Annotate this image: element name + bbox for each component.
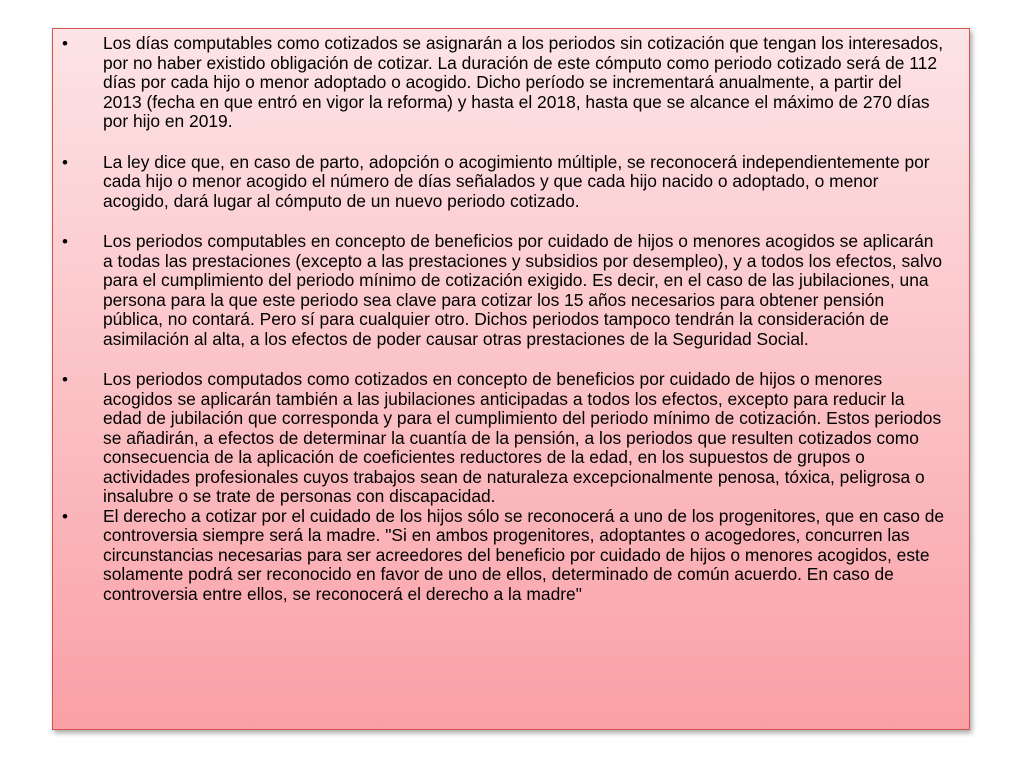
bullet-marker: • xyxy=(62,34,68,53)
bullet-text: Los periodos computados como cotizados en concepto de beneficios por cuidado de hijos o menores acogidos se aplicarán también a las jubilaciones anticipadas a todos los efectos, excepto para reducir la edad de jubilación que corresponda y para el cumplimiento del periodo mínimo de cotización. Estos periodos se añadirán, a efectos de determinar la cuantía de la pensión, a los periodos que resulten cotizados como consecuencia de la aplicación de coeficientes reductores de la edad, en los supuestos de grupos o actividades profesionales cuyos trabajos sean de naturaleza excepcionalmente penosa, tóxica, peligrosa o insalubre o se trate de personas con discapacidad. xyxy=(103,369,942,506)
bullet-list xyxy=(53,34,969,604)
bullet-item-3 xyxy=(53,232,969,349)
bullet-marker: • xyxy=(62,232,68,251)
bullet-text: La ley dice que, en caso de parto, adopción o acogimiento múltiple, se reconocerá independientemente por cada hijo o menor acogido el número de días señalados y que cada hijo nacido o adoptado, o menor acogido, dará lugar al cómputo de un nuevo periodo cotizado. xyxy=(103,151,930,211)
bullet-item-2 xyxy=(53,153,969,212)
bullet-text: El derecho a cotizar por el cuidado de los hijos sólo se reconocerá a uno de los progenitores, que en caso de controversia siempre será la madre. "Si en ambos progenitores, adoptantes o acogedores, concurren las circunstancias necesarias para ser acreedores del beneficio por cuidado de hijos o menores acogidos, este solamente podrá ser reconocido en favor de uno de ellos, determinado de común acuerdo. En caso de controversia entre ellos, se reconocerá el derecho a la madre" xyxy=(103,505,945,604)
slide-text-box xyxy=(52,28,970,730)
bullet-text: Los periodos computables en concepto de beneficios por cuidado de hijos o menores acogidos se aplicarán a todas las prestaciones (excepto a las prestaciones y subsidios por desempleo), y a todos los efectos, salvo para el cumplimiento del periodo mínimo de cotización exigido. Es decir, en el caso de las jubilaciones, una persona para la que este periodo sea clave para cotizar los 15 años necesarios para obtener pensión pública, no contará. Pero sí para cualquier otro. Dichos periodos tampoco tendrán la consideración de asimilación al alta, a los efectos de poder causar otras prestaciones de la Seguridad Social. xyxy=(103,231,943,349)
bullet-marker: • xyxy=(62,506,68,526)
bullet-marker: • xyxy=(62,370,68,389)
bullet-item-5 xyxy=(53,507,969,605)
bullet-marker: • xyxy=(62,152,68,172)
bullet-text: Los días computables como cotizados se asignarán a los periodos sin cotización que tengan los interesados, por no haber existido obligación de cotizar. La duración de este cómputo como periodo cotizado será de 112 días por cada hijo o menor adoptado o acogido. Dicho período se incrementará anualmente, a partir del 2013 (fecha en que entró en vigor la reforma) y hasta el 2018, hasta que se alcance el máximo de 270 días por hijo en 2019. xyxy=(103,33,944,131)
bullet-item-4 xyxy=(53,370,969,507)
bullet-item-1 xyxy=(53,34,969,132)
